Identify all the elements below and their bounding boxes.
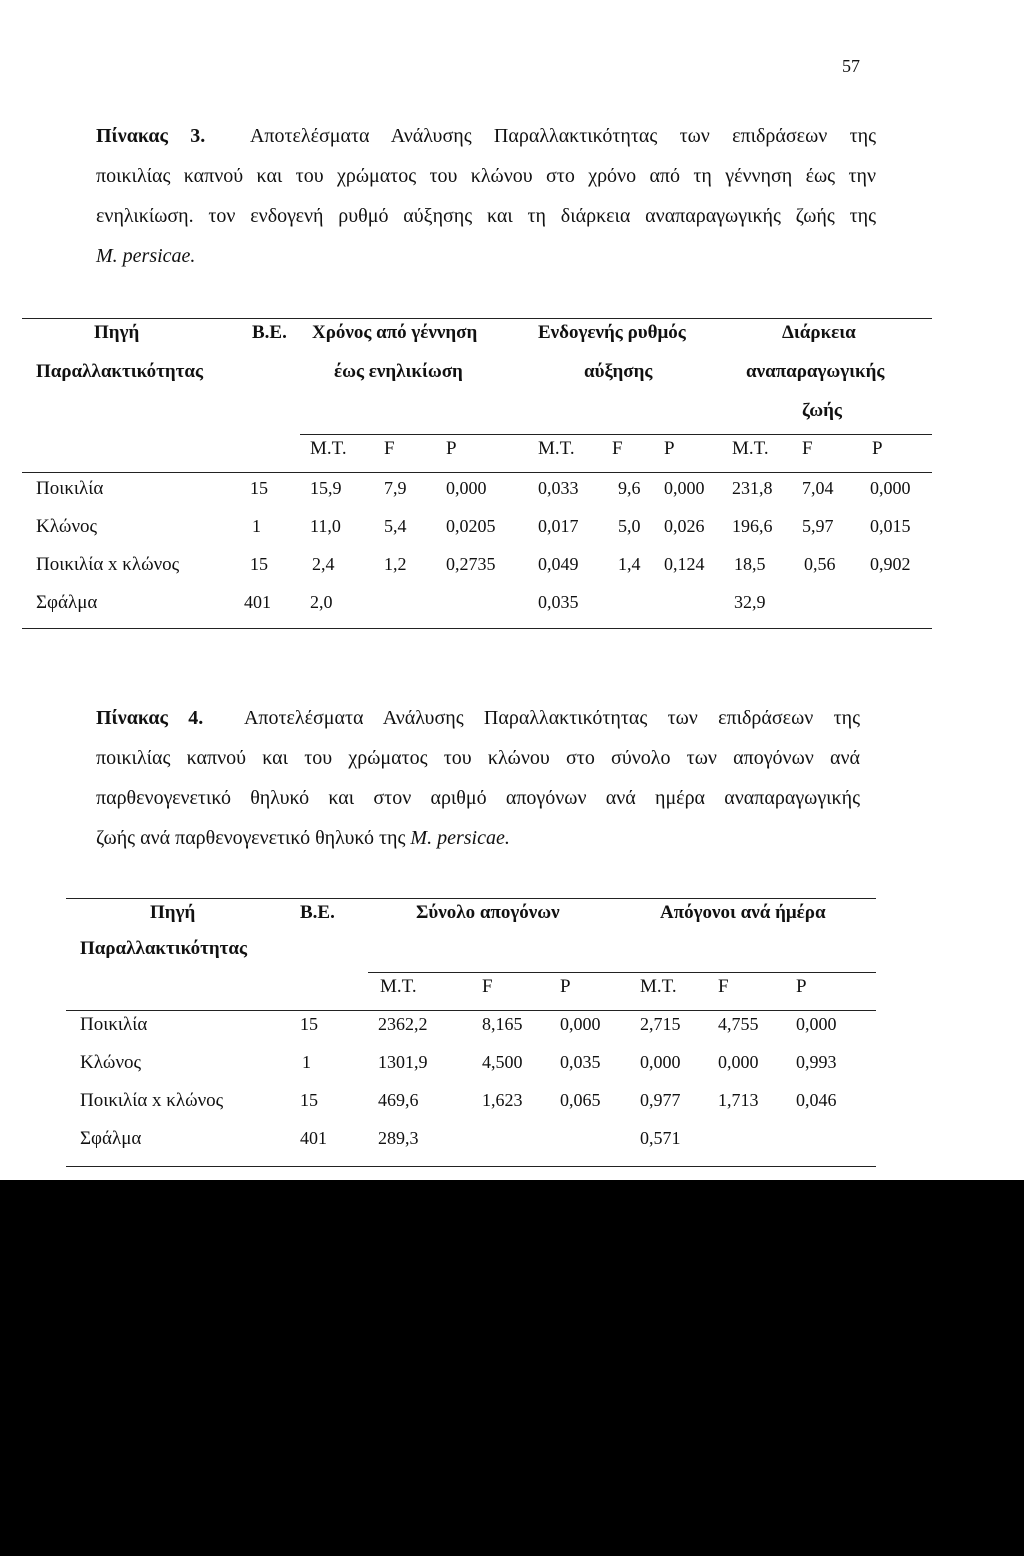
table4-cell: 289,3	[378, 1128, 419, 1148]
table3-cell: 0,015	[870, 516, 911, 536]
table3-header-source: Παραλλακτικότητας	[36, 361, 204, 382]
table3-cell: 15,9	[310, 478, 342, 498]
table3-header-intrinsic-rate: αύξησης	[584, 361, 653, 382]
table4-cell: 2,715	[640, 1014, 681, 1034]
table4-row-source: Σφάλμα	[80, 1128, 142, 1149]
table3-cell: 1,4	[618, 554, 641, 574]
table3-row-source: Ποικιλία x κλώνος	[36, 554, 180, 575]
table4-row-df: 1	[302, 1052, 311, 1072]
table3-cell: 9,6	[618, 478, 641, 498]
table4-caption	[96, 698, 860, 858]
table3-cell: 7,04	[802, 478, 834, 498]
table3-cell: 0,56	[804, 554, 836, 574]
table4-caption-line: παρθενογενετικό θηλυκό και στον αριθμό απογόνων ανά ημέρα αναπαραγωγικής	[96, 787, 860, 809]
table3-row-df: 15	[250, 554, 268, 574]
table3-subheader: P	[664, 438, 675, 459]
table4-caption-label: Πίνακας 4.	[96, 707, 204, 729]
table4-cell: 1,623	[482, 1090, 523, 1110]
table3-header-reproductive-duration: αναπαραγωγικής	[746, 361, 885, 382]
table4-header-total-offspring: Σύνολο απογόνων	[416, 902, 560, 923]
table4-subheader-rule	[368, 972, 876, 973]
table4-cell: 4,755	[718, 1014, 759, 1034]
table3-caption	[96, 116, 876, 276]
table3-row-source: Σφάλμα	[36, 592, 98, 613]
table4-row-source: Ποικιλία x κλώνος	[80, 1090, 224, 1111]
table3-subheader: F	[612, 438, 623, 459]
table3-bottom-rule	[22, 628, 932, 629]
table3-cell: 0,000	[870, 478, 911, 498]
table3-cell: 0,035	[538, 592, 579, 612]
table3-cell: 0,2735	[446, 554, 496, 574]
table3-row-df: 15	[250, 478, 268, 498]
table3-caption-line: ποικιλίας καπνού και του χρώματος του κλώνου στο χρόνο από τη γέννηση έως την	[96, 165, 876, 187]
table3-header-reproductive-duration: ζωής	[802, 400, 842, 421]
table4-caption-line: ζωής ανά παρθενογενετικό θηλυκό της	[96, 827, 406, 849]
table3-row-source: Ποικιλία	[36, 478, 104, 499]
table3-header-reproductive-duration: Διάρκεια	[782, 322, 856, 343]
table4-cell: 4,500	[482, 1052, 523, 1072]
table4-caption-species: M. persicae.	[410, 827, 510, 849]
page-number: 57	[842, 56, 860, 76]
table3-cell: 0,0205	[446, 516, 496, 536]
table4-row-source: Κλώνος	[80, 1052, 142, 1073]
table3-cell: 231,8	[732, 478, 773, 498]
table3-cell: 5,4	[384, 516, 407, 536]
table3-top-rule	[22, 318, 932, 319]
table4-cell: 0,046	[796, 1090, 837, 1110]
table3-cell: 0,033	[538, 478, 579, 498]
table3-header-rule	[22, 472, 932, 473]
table3-header-development-time: έως ενηλικίωση	[334, 361, 463, 382]
table3-cell: 7,9	[384, 478, 407, 498]
table4-cell: 469,6	[378, 1090, 419, 1110]
table4-cell: 8,165	[482, 1014, 523, 1034]
table3-subheader-rule	[300, 434, 932, 435]
table4-header-offspring-per-day: Απόγονοι ανά ήμέρα	[660, 902, 826, 923]
table3-cell: 32,9	[734, 592, 766, 612]
table3-cell: 18,5	[734, 554, 766, 574]
table3-caption-line: ενηλικίωση. τον ενδογενή ρυθμό αύξησης και τη διάρκεια αναπαραγωγικής ζωής της	[96, 205, 876, 227]
table4-cell: 0,000	[640, 1052, 681, 1072]
table4-row-df: 15	[300, 1014, 318, 1034]
table4-row-source: Ποικιλία	[80, 1014, 148, 1035]
table3-header-source: Πηγή	[94, 322, 140, 343]
table3-row-df: 1	[252, 516, 261, 536]
table3-cell: 2,0	[310, 592, 333, 612]
table4-cell: 0,993	[796, 1052, 837, 1072]
table4-cell: 0,000	[718, 1052, 759, 1072]
table4-row-df: 401	[300, 1128, 327, 1148]
table3-cell: 0,902	[870, 554, 911, 574]
table4-bottom-rule	[66, 1166, 876, 1167]
table3-header-development-time: Χρόνος από γέννηση	[312, 322, 478, 343]
table3-cell: 2,4	[312, 554, 335, 574]
table3-caption-species: M. persicae.	[96, 245, 196, 267]
table4-cell: 0,000	[796, 1014, 837, 1034]
table3-cell: 0,000	[664, 478, 705, 498]
table4-subheader: Μ.Τ.	[380, 976, 417, 997]
table3-header-df: Β.Ε.	[252, 322, 287, 343]
table3-cell: 0,026	[664, 516, 705, 536]
table3-cell: 5,97	[802, 516, 834, 536]
table3-cell: 0,017	[538, 516, 579, 536]
table4-cell: 0,571	[640, 1128, 681, 1148]
table3-cell: 11,0	[310, 516, 341, 536]
table4-caption-line: Αποτελέσματα Ανάλυσης Παραλλακτικότητας των επιδράσεων της	[243, 707, 861, 729]
table4-header-df: Β.Ε.	[300, 902, 335, 923]
table4-header-source: Παραλλακτικότητας	[80, 938, 248, 959]
table3-subheader: Μ.Τ.	[310, 438, 347, 459]
table3-cell: 0,000	[446, 478, 487, 498]
table3-row-source: Κλώνος	[36, 516, 98, 537]
table4-subheader: F	[482, 976, 493, 997]
table4-cell: 1301,9	[378, 1052, 428, 1072]
table3-cell: 0,124	[664, 554, 705, 574]
table3-caption-line: Αποτελέσματα Ανάλυσης Παραλλακτικότητας των επιδράσεων της	[249, 125, 877, 147]
table3-cell: 5,0	[618, 516, 641, 536]
table3-row-df: 401	[244, 592, 271, 612]
table3-subheader: F	[384, 438, 395, 459]
table3-subheader: P	[446, 438, 457, 459]
table4-row-df: 15	[300, 1090, 318, 1110]
table4-caption-line: ποικιλίας καπνού και του χρώματος του κλώνου στο σύνολο των απογόνων ανά	[96, 747, 860, 769]
table3-subheader: F	[802, 438, 813, 459]
table3-cell: 0,049	[538, 554, 579, 574]
table3-caption-label: Πίνακας 3.	[96, 125, 206, 147]
table4-header-source: Πηγή	[150, 902, 196, 923]
table4-cell: 0,065	[560, 1090, 601, 1110]
table4-cell: 0,035	[560, 1052, 601, 1072]
table4-top-rule	[66, 898, 876, 899]
table4-subheader: Μ.Τ.	[640, 976, 677, 997]
table4-header-rule	[66, 1010, 876, 1011]
table4-subheader: P	[796, 976, 807, 997]
table4-cell: 2362,2	[378, 1014, 428, 1034]
table4-subheader: P	[560, 976, 571, 997]
table3-cell: 1,2	[384, 554, 407, 574]
table4-cell: 0,000	[560, 1014, 601, 1034]
table3-cell: 196,6	[732, 516, 773, 536]
table4-subheader: F	[718, 976, 729, 997]
table4-cell: 0,977	[640, 1090, 681, 1110]
table3-subheader: Μ.Τ.	[538, 438, 575, 459]
table3-subheader: P	[872, 438, 883, 459]
table4-cell: 1,713	[718, 1090, 759, 1110]
table3-header-intrinsic-rate: Ενδογενής ρυθμός	[538, 322, 686, 343]
table3-subheader: Μ.Τ.	[732, 438, 769, 459]
